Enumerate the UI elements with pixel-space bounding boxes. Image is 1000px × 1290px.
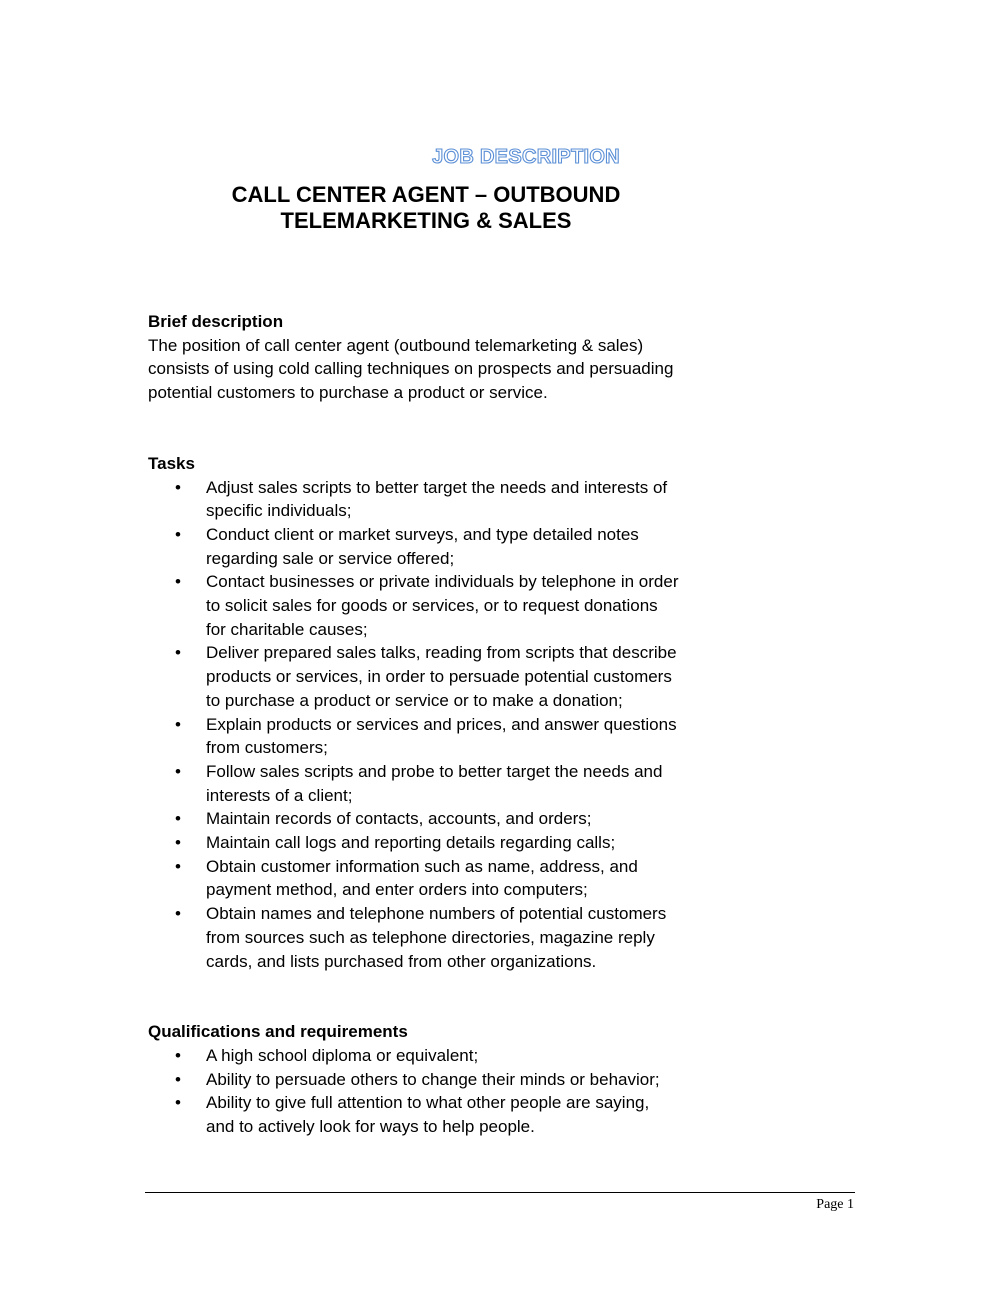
list-item-line: cards, and lists purchased from other organizations.: [206, 951, 597, 971]
list-item-line: Contact businesses or private individuals by telephone in order: [206, 572, 679, 592]
bullet-icon: •: [175, 1045, 181, 1065]
bullet-icon: •: [175, 477, 181, 497]
bullet-icon: •: [175, 524, 181, 544]
list-item-line: Explain products or services and prices, and answer questions: [206, 714, 677, 734]
list-item-line: Ability to give full attention to what other people are saying,: [206, 1093, 650, 1113]
list-item: [148, 476, 748, 523]
bullet-icon: •: [175, 761, 181, 781]
bullet-icon: •: [175, 856, 181, 876]
tasks-section: [148, 452, 748, 973]
list-item-line: from customers;: [206, 738, 328, 758]
bullet-icon: •: [175, 1069, 181, 1089]
document-title: [0, 182, 852, 234]
list-item: [148, 713, 748, 760]
bullet-icon: •: [175, 904, 181, 924]
section-heading: Brief description: [148, 312, 284, 331]
list-item: [148, 1091, 748, 1138]
section-heading: Qualifications and requirements: [148, 1022, 408, 1042]
section-spacer: [148, 405, 748, 452]
list-item: [148, 855, 748, 902]
list-item-line: to solicit sales for goods or services, or to request donations: [206, 596, 658, 616]
paragraph-line: potential customers to purchase a product or service.: [148, 383, 548, 403]
list-item-line: Maintain records of contacts, accounts, and orders;: [206, 809, 592, 829]
list-item-line: Ability to persuade others to change their minds or behavior;: [206, 1069, 660, 1089]
list-item-line: payment method, and enter orders into computers;: [206, 880, 588, 900]
brief-description-section: [148, 310, 748, 405]
list-item: [148, 807, 748, 831]
brief-description-text: [148, 334, 748, 405]
bullet-icon: •: [175, 714, 181, 734]
list-item: [148, 902, 748, 973]
document-kicker: JOB DESCRIPTION: [432, 146, 620, 168]
list-item: [148, 831, 748, 855]
qualifications-list: [148, 1044, 748, 1139]
list-item-line: Conduct client or market surveys, and type detailed notes: [206, 524, 639, 544]
bullet-icon: •: [175, 833, 181, 853]
paragraph-line: consists of using cold calling techniques on prospects and persuading: [148, 359, 674, 379]
list-item-line: Follow sales scripts and probe to better target the needs and: [206, 761, 663, 781]
bullet-icon: •: [175, 572, 181, 592]
list-item-line: specific individuals;: [206, 501, 352, 521]
qualifications-section: [148, 1020, 748, 1139]
page-number: Page 1: [816, 1197, 854, 1212]
list-item: [148, 1068, 748, 1092]
list-item: [148, 570, 748, 641]
list-item: [148, 641, 748, 712]
tasks-list: [148, 476, 748, 974]
list-item-line: products or services, in order to persuade potential customers: [206, 667, 672, 687]
list-item-line: and to actively look for ways to help people.: [206, 1117, 535, 1137]
list-item-line: Adjust sales scripts to better target the needs and interests of: [206, 477, 668, 497]
document-body: [148, 310, 748, 1139]
list-item: [148, 523, 748, 570]
section-spacer: [148, 973, 748, 1020]
list-item-line: regarding sale or service offered;: [206, 548, 455, 568]
list-item-line: interests of a client;: [206, 785, 353, 805]
list-item-line: Maintain call logs and reporting details regarding calls;: [206, 833, 616, 853]
list-item-line: to purchase a product or service or to make a donation;: [206, 690, 623, 710]
list-item-line: A high school diploma or equivalent;: [206, 1045, 479, 1065]
list-item-line: Deliver prepared sales talks, reading from scripts that describe: [206, 643, 677, 663]
bullet-icon: •: [175, 1093, 181, 1113]
section-heading: Tasks: [148, 453, 195, 473]
list-item-line: Obtain customer information such as name, address, and: [206, 856, 638, 876]
list-item-line: Obtain names and telephone numbers of potential customers: [206, 904, 667, 924]
bullet-icon: •: [175, 643, 181, 663]
bullet-icon: •: [175, 809, 181, 829]
list-item-line: for charitable causes;: [206, 619, 368, 639]
paragraph-line: The position of call center agent (outbound telemarketing & sales): [148, 335, 644, 355]
footer-divider: [145, 1192, 855, 1193]
list-item: [148, 1044, 748, 1068]
list-item-line: from sources such as telephone directories, magazine reply: [206, 927, 655, 947]
title-line: TELEMARKETING & SALES: [280, 208, 572, 233]
title-line: CALL CENTER AGENT – OUTBOUND: [231, 182, 621, 207]
list-item: [148, 760, 748, 807]
